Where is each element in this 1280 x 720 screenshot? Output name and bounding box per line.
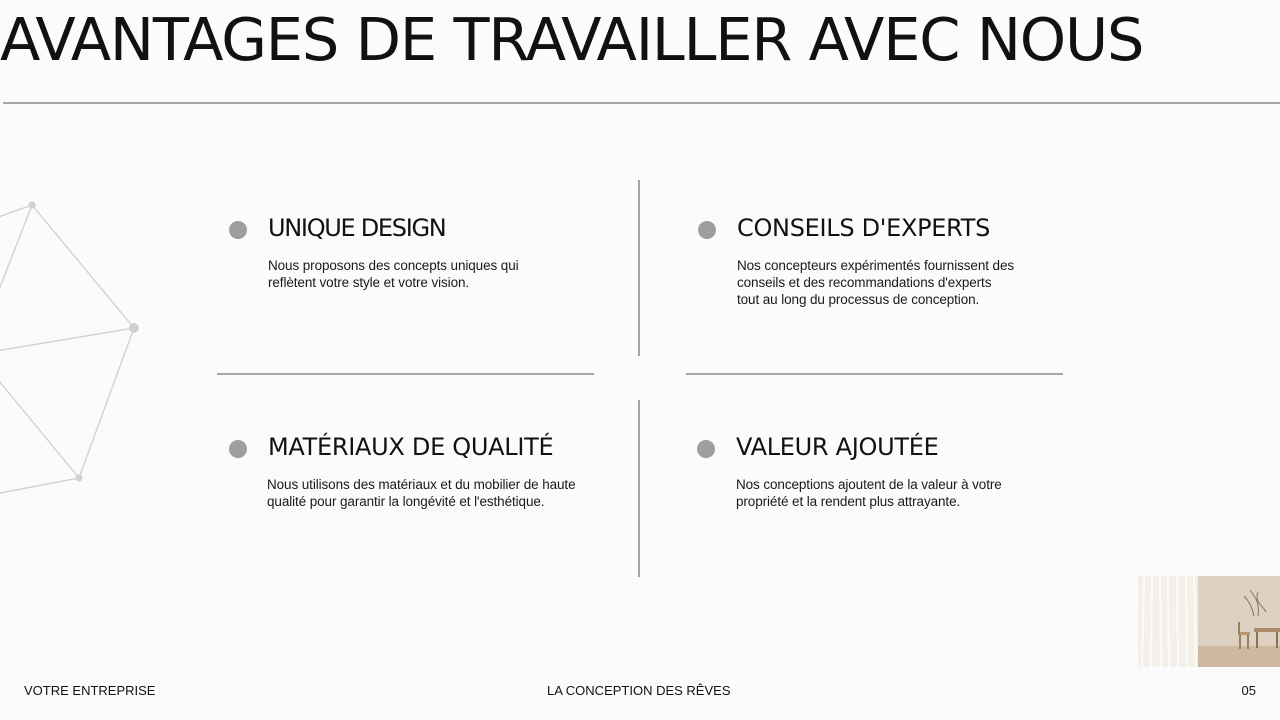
benefit-description-line: Nos conceptions ajoutent de la valeur à votre [736, 477, 1002, 492]
benefit-description-line: tout au long du processus de conception. [737, 292, 980, 307]
bullet-dot-icon [229, 221, 247, 239]
bullet-dot-icon [229, 440, 247, 458]
benefit-title: CONSEILS D'EXPERTS [737, 214, 991, 242]
vertical-divider-top [638, 180, 640, 356]
benefit-description-line: conseils et des recommandations d'experts [737, 275, 992, 290]
page-title: AVANTAGES DE TRAVAILLER AVEC NOUS [0, 5, 1144, 74]
benefit-description [736, 476, 1036, 510]
bullet-dot-icon [698, 221, 716, 239]
benefit-title: UNIQUE DESIGN [268, 214, 446, 242]
bullet-dot-icon [697, 440, 715, 458]
vertical-divider-bottom [638, 400, 640, 577]
benefit-description-line: Nos concepteurs expérimentés fournissent des [737, 258, 1014, 273]
benefit-title: MATÉRIAUX DE QUALITÉ [268, 433, 554, 461]
title-divider [3, 102, 1280, 104]
benefit-description [737, 257, 1037, 308]
footer-company: VOTRE ENTREPRISE [24, 683, 156, 698]
benefit-description [267, 476, 597, 510]
horizontal-divider-left [217, 373, 594, 375]
network-graph-icon [0, 190, 150, 500]
page-number: 05 [1241, 683, 1256, 698]
footer-tagline: LA CONCEPTION DES RÊVES [547, 683, 731, 698]
horizontal-divider-right [686, 373, 1063, 375]
benefit-description-line: qualité pour garantir la longévité et l'esthétique. [267, 494, 545, 509]
interior-room-photo [1138, 576, 1280, 667]
benefit-description [268, 257, 568, 291]
benefit-description-line: Nous proposons des concepts uniques qui [268, 258, 519, 273]
benefit-description-line: reflètent votre style et votre vision. [268, 275, 470, 290]
benefit-description-line: propriété et la rendent plus attrayante. [736, 494, 961, 509]
benefit-title: VALEUR AJOUTÉE [736, 433, 939, 461]
benefit-description-line: Nous utilisons des matériaux et du mobilier de haute [267, 477, 576, 492]
